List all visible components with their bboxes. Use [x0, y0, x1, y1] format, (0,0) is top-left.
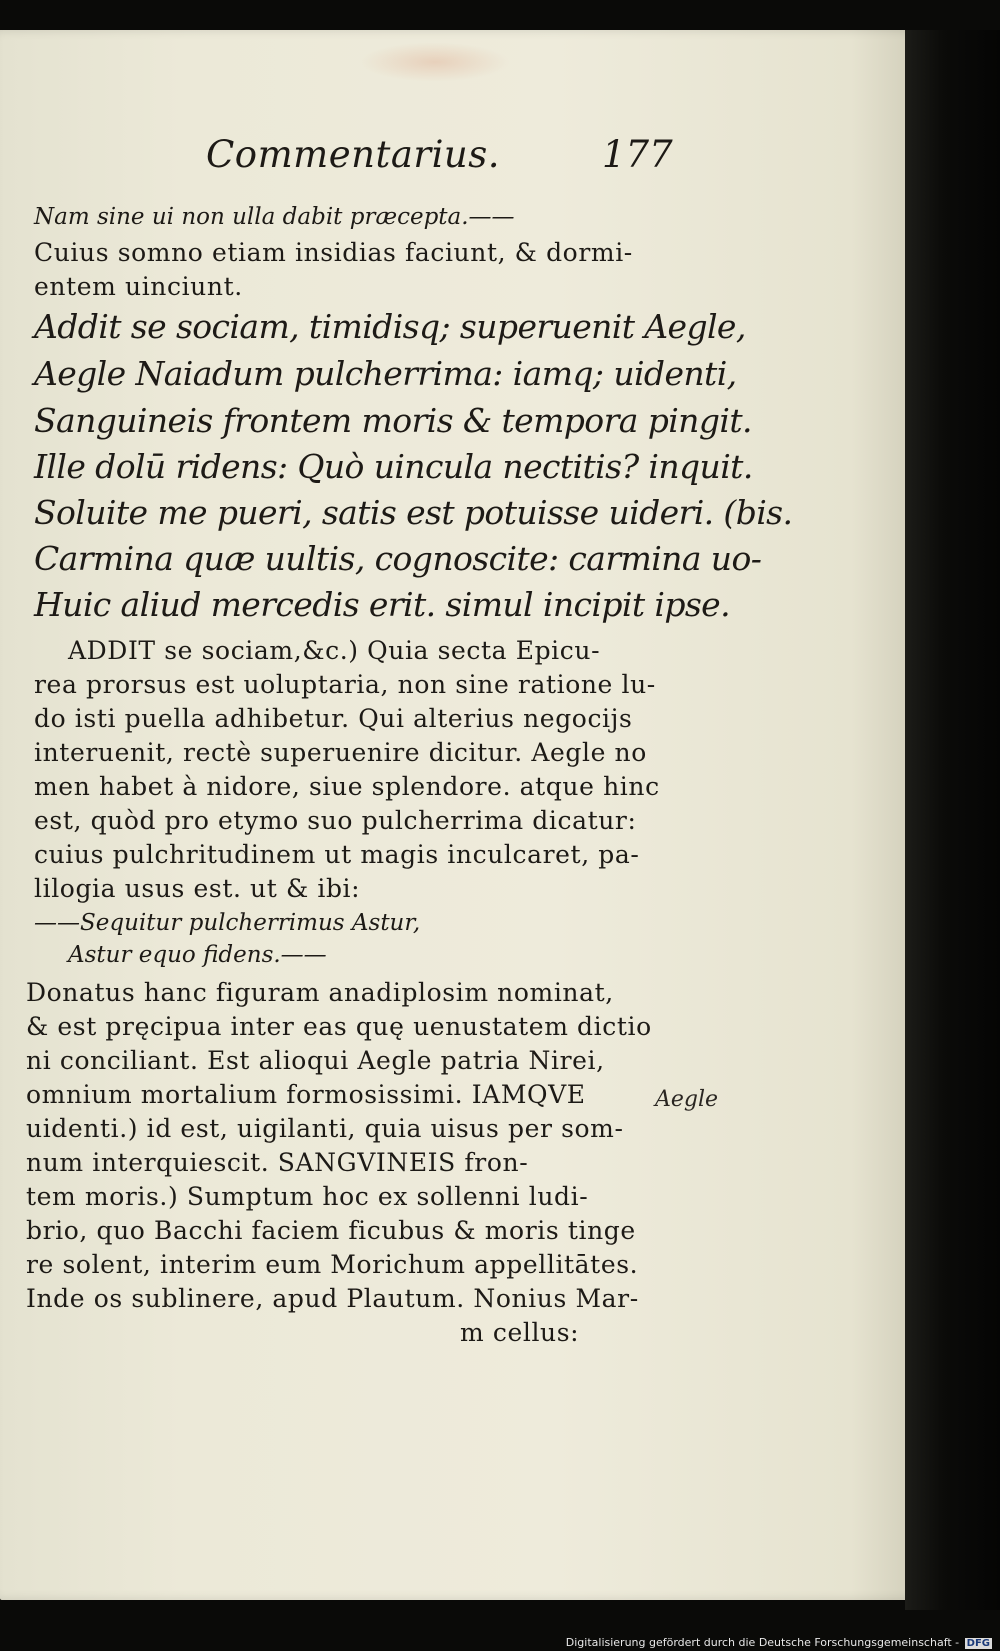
- verse-line: Sanguineis frontem moris & tempora pingit.: [34, 401, 752, 440]
- verse-line: Addit se sociam, timidisq; superuenit Aegle,: [34, 307, 746, 346]
- commentary-line: & est pręcipua inter eas quę uenustatem dictio: [26, 1012, 652, 1041]
- quotation-line: Astur equo fidens.——: [68, 942, 327, 968]
- commentary-line: est, quòd pro etymo suo pulcherrima dicatur:: [34, 806, 637, 835]
- verse-line: Huic aliud mercedis erit. simul incipit ipse.: [34, 585, 731, 624]
- commentary-line: num interquiescit. SANGVINEIS fron-: [26, 1148, 529, 1177]
- commentary-line: brio, quo Bacchi faciem ficubus & moris tinge: [26, 1216, 636, 1245]
- commentary-line: omnium mortalium formosissimi. IAMQVE: [26, 1080, 586, 1109]
- catchword-line: m cellus:: [460, 1318, 580, 1347]
- commentary-line: interuenit, rectè superuenire dicitur. Aegle no: [34, 738, 647, 767]
- page-number: 177: [602, 133, 673, 176]
- verse-line: Ille dolū ridens: Quò uincula nectitis? inquit.: [34, 447, 753, 486]
- commentary-line: cuius pulchritudinem ut magis inculcaret, pa-: [34, 840, 640, 869]
- commentary-line: uidenti.) id est, uigilanti, quia uisus per som-: [26, 1114, 624, 1143]
- commentary-line: Donatus hanc figuram anadiplosim nominat,: [26, 978, 614, 1007]
- commentary-line: ni conciliant. Est alioqui Aegle patria Nirei,: [26, 1046, 605, 1075]
- commentary-line: do isti puella adhibetur. Qui alterius negocijs: [34, 704, 633, 733]
- commentary-line: ADDIT se sociam,&c.) Quia secta Epicu-: [68, 636, 601, 665]
- credit-text: Digitalisierung gefördert durch die Deutsche Forschungsgemeinschaft -: [565, 1636, 960, 1649]
- text-line: Nam sine ui non ulla dabit præcepta.——: [34, 204, 515, 230]
- commentary-line: tem moris.) Sumptum hoc ex sollenni ludi-: [26, 1182, 589, 1211]
- digitization-credit: [566, 1636, 992, 1649]
- commentary-line: re solent, interim eum Morichum appellitātes.: [26, 1250, 639, 1279]
- quotation-line: ——Sequitur pulcherrimus Astur,: [34, 910, 421, 936]
- commentary-line: men habet à nidore, siue splendore. atque hinc: [34, 772, 660, 801]
- book-page: [0, 30, 925, 1600]
- verse-line: Soluite me pueri, satis est potuisse uideri. (bis.: [34, 493, 793, 532]
- margin-note: Aegle: [655, 1087, 719, 1112]
- commentary-line: rea prorsus est uoluptaria, non sine ratione lu-: [34, 670, 656, 699]
- verse-line: Aegle Naiadum pulcherrima: iamq; uidenti,: [34, 354, 737, 393]
- text-line: entem uinciunt.: [34, 272, 243, 301]
- commentary-line: Inde os sublinere, apud Plautum. Nonius Mar-: [26, 1284, 639, 1313]
- running-head: Commentarius.: [206, 133, 501, 176]
- verse-line: Carmina quæ uultis, cognoscite: carmina uo-: [34, 539, 762, 578]
- book-edge-shadow: [905, 30, 1000, 1610]
- dfg-logo: DFG: [966, 1638, 990, 1649]
- text-line: Cuius somno etiam insidias faciunt, & dormi-: [34, 238, 633, 267]
- commentary-line: lilogia usus est. ut & ibi:: [34, 874, 361, 903]
